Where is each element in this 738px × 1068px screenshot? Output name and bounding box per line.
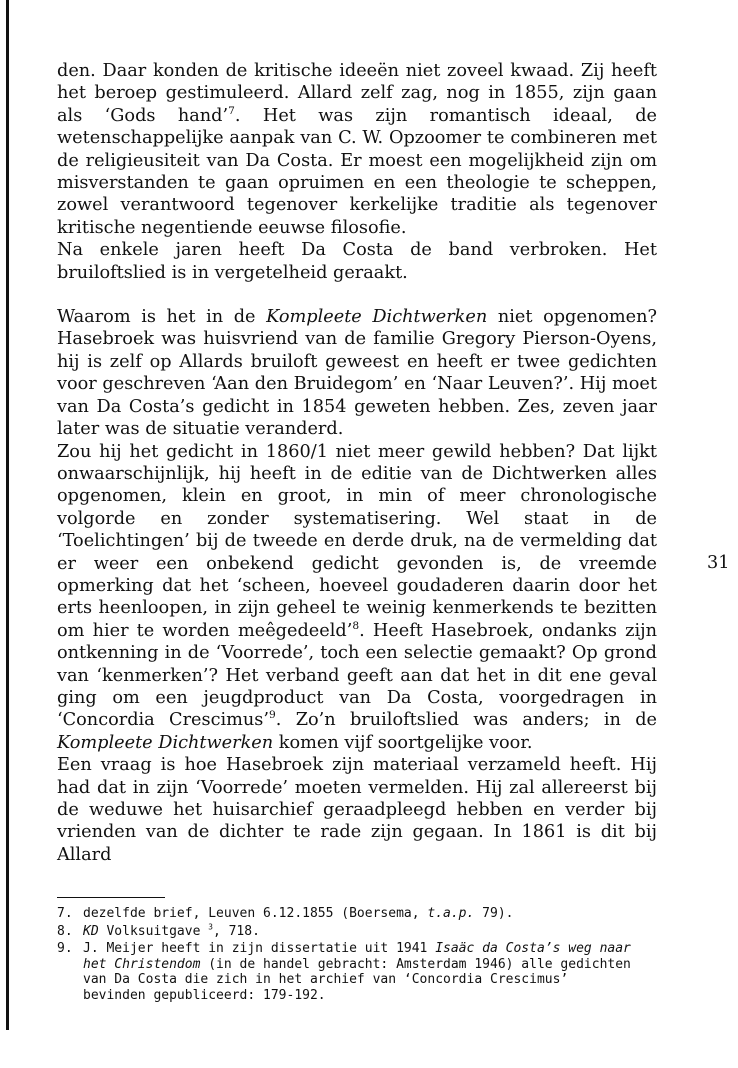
paragraph-1	[57, 60, 657, 239]
footnote-7	[57, 906, 637, 922]
text-segment: Een vraag is hoe Hasebroek zijn materiaal verzameld heeft. Hij had dat in zijn ‘Voorrede’ moeten vermelden. Hij zal allereerst bij de weduwe het huisarchief geraadpleegd hebben en verder bij vrienden van de dichter te rade zijn gegaan. In 1861 is dit bij Allard	[57, 755, 657, 865]
page-number: 31	[707, 553, 730, 573]
italic-title: Kompleete Dichtwerken	[266, 307, 488, 328]
paragraph-2	[57, 239, 657, 284]
italic-abbrev: t.a.p.	[427, 906, 475, 921]
footnote-ref-7: 7	[228, 103, 235, 117]
footnotes	[57, 906, 637, 1005]
text-segment: den. Daar konden de kritische ideeën niet zoveel kwaad. Zij heeft het beroep gestimuleerd. Allard zelf zag, nog in 1855, zijn gaan als ‘Gods hand’	[57, 61, 657, 126]
italic-title: Kompleete Dichtwerken	[57, 732, 274, 753]
edition-superscript: 3	[208, 922, 213, 932]
footnote-number: 7.	[57, 906, 73, 921]
footnote-ref-9: 9	[269, 708, 276, 722]
text-segment: niet opgenomen? Hasebroek was huisvriend van de familie Gregory Pierson-Oyens, hij is zelf op Allards bruiloft geweest en heeft er twee gedichten voor geschreven ‘Aan den Bruidegom’ en ‘Naar Leuven?’. Hij moet van Da Costa’s gedicht in 1854 geweten hebben. Zes, zeven jaar later was de situatie veranderd.	[57, 307, 657, 440]
text-segment: komen vijf soortgelijke voor.	[273, 732, 533, 753]
paragraph-5	[57, 754, 657, 866]
footnote-9	[57, 941, 637, 1003]
text-segment: . Heeft Hasebroek, ondanks zijn ontkenning in de ‘Voorrede’, toch een selectie gemaakt? Op grond van ‘kenmerken’? Het verband geeft aan dat het in dit ene geval ging om een jeugdproduct van Da Costa, voorgedragen in ‘Concordia Crescimus’	[57, 620, 657, 731]
footnote-text	[83, 906, 637, 922]
paragraph-4	[57, 441, 657, 755]
text-segment: . Zo’n bruiloftslied was anders; in de	[275, 710, 658, 731]
italic-title: Isaäc da Costa’s weg naar het Christendom	[83, 941, 631, 972]
paragraph-3	[57, 306, 657, 440]
text-segment: 79).	[474, 906, 514, 921]
text-segment: . Het was zijn romantisch ideaal, de wetenschappelijke aanpak van C. W. Opzoomer te combineren met de religieusiteit van Da Costa. Er moest een mogelijkheid zijn om misverstanden te gaan opruimen en een theologie te scheppen, zowel verantwoord tegenover kerkelijke traditie als tegenover kritische negentiende eeuwse filosofie.	[57, 105, 657, 238]
footnote-number: 8.	[57, 923, 73, 939]
footnote-ref-8: 8	[352, 618, 360, 632]
body-text	[57, 60, 657, 866]
text-segment: (in de handel gebracht: Amsterdam 1946) alle gedichten van Da Costa die zich in het archief van ‘Concordia Crescimus’ bevinden gepubliceerd: 179-192.	[83, 956, 631, 1003]
footnote-text	[83, 924, 637, 940]
text-segment: J. Meijer heeft in zijn dissertatie uit 1941	[83, 941, 436, 956]
italic-abbrev: KD	[83, 923, 99, 939]
text-segment: dezelfde brief, Leuven 6.12.1855 (Boersema,	[83, 906, 428, 921]
page-edge-rule	[6, 0, 9, 1030]
text-segment: , 718.	[212, 923, 260, 939]
footnote-number: 9.	[57, 941, 73, 956]
footnote-text	[83, 941, 637, 1003]
text-segment: Zou hij het gedicht in 1860/1 niet meer gewild hebben? Dat lijkt onwaarschijnlijk, hij heeft in de editie van de Dichtwerken alles opgenomen, klein en groot, in min of meer chronologische volgorde en zonder systematisering. Wel staat in de ‘Toelichtingen’ bij de tweede en derde druk, na de vermelding dat er weer een onbekend gedicht gevonden is, de vreemde opmerking dat het ‘scheen, hoeveel goudaderen daarin door het erts heenloopen, in zijn geheel te weinig kenmerkends te bezitten om hier te worden meêgedeeld’	[57, 441, 657, 641]
footnote-divider	[57, 897, 165, 898]
text-segment: Volksuitgave	[98, 923, 209, 939]
footnote-8	[57, 924, 637, 940]
text-segment: Na enkele jaren heeft Da Costa de band verbroken. Het bruiloftslied is in vergetelheid geraakt.	[57, 240, 657, 283]
text-segment: Waarom is het in de	[57, 307, 267, 328]
